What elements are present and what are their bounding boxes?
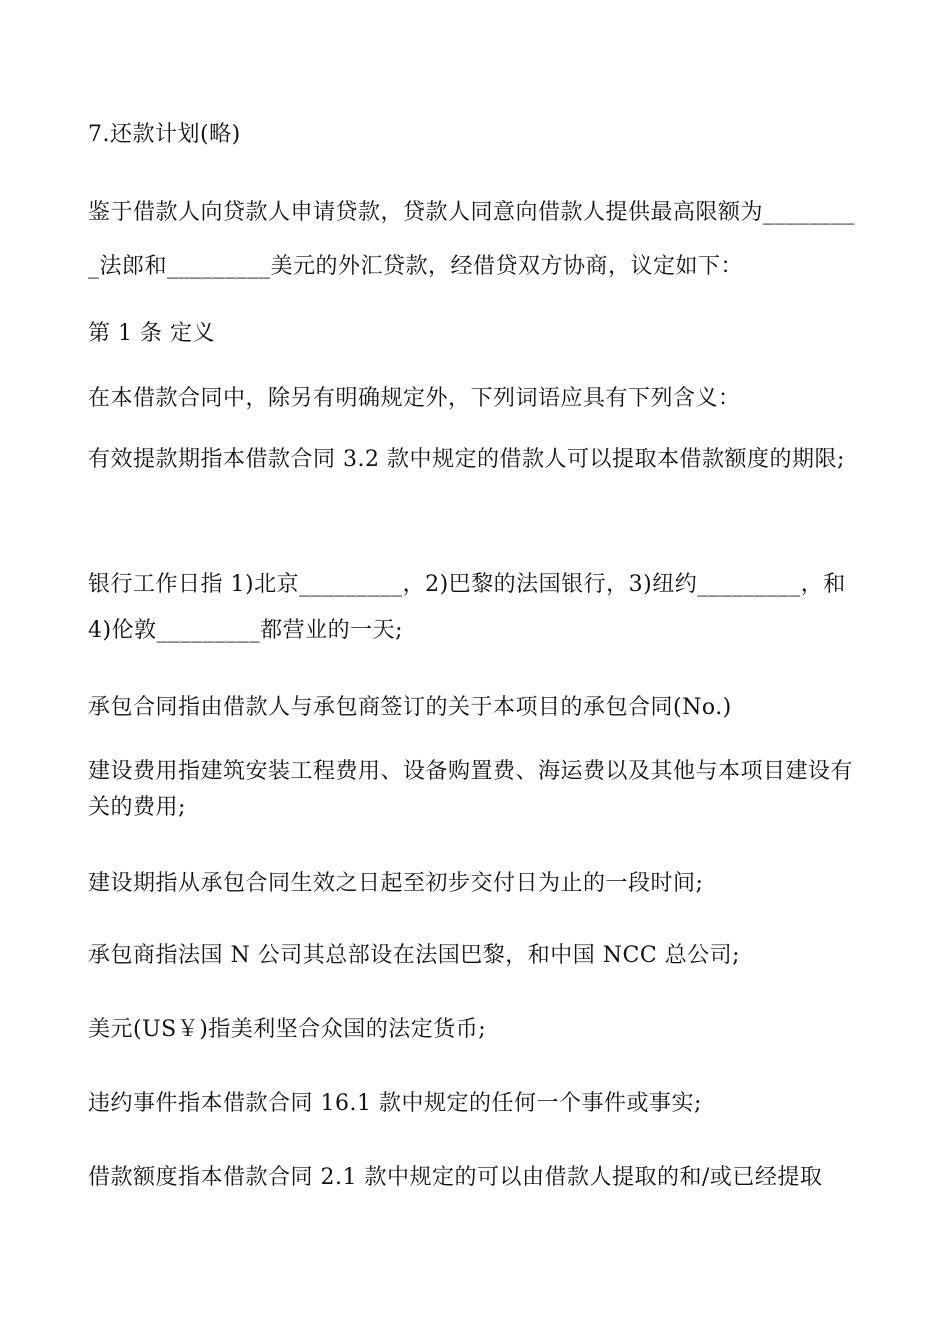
definitions-intro: 在本借款合同中，除另有明确规定外，下列词语应具有下列含义： [88,386,741,411]
definition-construction-cost: 建设费用指建筑安装工程费用、设备购置费、海运费以及其他与本项目建设有关的费用; [88,759,854,820]
definition-event-of-default: 违约事件指本借款合同 16.1 款中规定的任何一个事件或事实; [88,1091,702,1116]
definition-banking-day: 银行工作日指 1)北京_________，2)巴黎的法国银行，3)纽约_________，和 4)伦敦_________都营业的一天; [88,572,846,643]
preamble-paragraph: 鉴于借款人向贷款人申请贷款，贷款人同意向借款人提供最高限额为_________法郎和_________美元的外汇贷款，经借贷双方协商，议定如下： [88,200,856,279]
definition-construction-period: 建设期指从承包合同生效之日起至初步交付日为止的一段时间; [88,871,704,896]
article-1-heading: 第 1 条 定义 [88,321,215,346]
definition-facility: 借款额度指本借款合同 2.1 款中规定的可以由借款人提取的和/或已经提取 [88,1165,823,1190]
definition-us-dollar: 美元(US￥)指美利坚合众国的法定货币; [88,1017,487,1042]
definition-contract: 承包合同指由借款人与承包商签订的关于本项目的承包合同(No.) [88,695,732,720]
definition-drawdown-period: 有效提款期指本借款合同 3.2 款中规定的借款人可以提取本借款额度的期限; [88,447,845,472]
repayment-plan-heading: 7.还款计划(略) [88,122,241,147]
definition-contractor: 承包商指法国 N 公司其总部设在法国巴黎，和中国 NCC 总公司; [88,943,741,968]
